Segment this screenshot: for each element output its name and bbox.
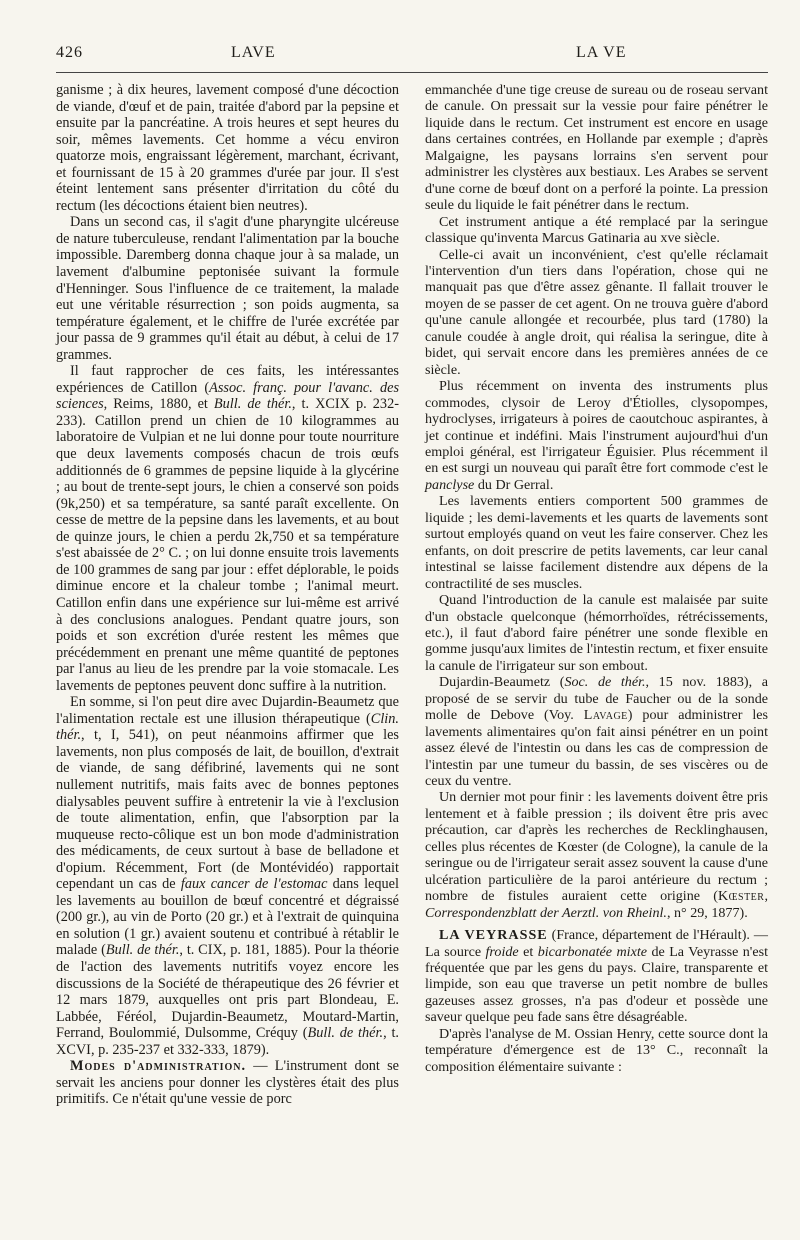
citation: Bull. de thér.	[213, 396, 292, 413]
left-column	[56, 82, 399, 1108]
page-number: 426	[56, 44, 83, 61]
paragraph: D'après l'analyse de M. Ossian Henry, cette source dont la température d'émergence est de 13° C., reconnaît la composition élémentaire suivante :	[425, 1025, 768, 1075]
paragraph: Il faut rapprocher de ces faits, les intéressantes expériences de Catillon (Assoc. franç. pour l'avanc. des sciences, Reims, 1880, et Bull. de thér., t. XCIX p. 232-233). Catillon prend un chien de 10 kilogrammes au laboratoire de Vulpian et ne lui donne pour toute nourriture que deux lavements composés chacun de trois œufs additionnés de 6 grammes de pepsine liquide à la glycérine ; au bout de trente-sept jours, le chien a conservé son poids (9k,250) et sa température, sa santé paraît excellente. On cesse de mettre de la pepsine dans les lavements, et au bout de quinze jours, le chien a perdu 2k,750 et sa température s'est abaissée de 2° C. ; on lui donne ensuite trois lavements de 100 grammes de sang par jour : effet déplorable, le poids diminue encore et la chaleur tombe ; l'animal meurt. Catillon enfin dans une expérience sur lui-même est arrivé à des conclusions analogues. Pendant quatre jours, son poids et son excrétion d'urée restent les mêmes que précédemment en prenant une même quantité de peptones par l'anus au lieu de les prendre par la voie stomacale. Les lavements de peptones peuvent donc suffire à la nutrition.	[56, 363, 400, 694]
paragraph: Dujardin-Beaumetz (Soc. de thér., 15 nov. 1883), a proposé de se servir du tube de Faucher ou de la sonde molle de Debove (Voy. Lavage) pour administrer les lavements alimentaires qu'on fait ainsi pénétrer en un point assez élevé de l'intestin ou dans les cas de compression de l'intestin par une tumeur du bassin, de ses viscères ou de ceux du ventre.	[425, 674, 769, 790]
paragraph: Quand l'introduction de la canule est malaisée par suite d'un obstacle quelconque (hémorrhoïdes, rétrécissements, etc.), il faut d'abord faire pénétrer une sonde flexible en gomme jusqu'aux limites de l'intestin rectum, et fixer ensuite la canule de l'irrigateur sur son embout.	[425, 592, 768, 674]
page-header	[56, 44, 768, 72]
running-head-right: LA VE	[576, 44, 627, 61]
section-heading: Modes d'administration.	[70, 1058, 247, 1075]
paragraph: En somme, si l'on peut dire avec Dujardin-Beaumetz que l'alimentation rectale est une illusion thérapeutique (Clin. thér., t, I, 541), on peut néanmoins affirmer que les lavements, non plus composés de lait, de bouillon, d'extrait de viande, de sang défibriné, lavements qui ne sont nullement nutritifs, mais faits avec de bonnes peptones dialysables peuvent suffire à entretenir la vie à l'exclusion de toute alimentation, enfin, que l'absorption par la muqueuse recto-côlique est un bon mode d'administration des médicaments, de ceux surtout à base de belladone et d'opium. Récemment, Fort (de Montévidéo) rapportait cependant un cas de faux cancer de l'estomac dans lequel les lavements au bouillon de bœuf concentré et dégraissé (200 gr.), au vin de Porto (20 gr.) et à l'extrait de quinquina en solution (1 gr.) avaient soutenu et contribué à rétablir le malade (Bull. de thér., t. CIX, p. 181, 1885). Pour la théorie de l'action des lavements nutritifs voyez encore les discussions de la Société de thérapeutique des 26 février et 12 mars 1879, auxquelles ont pris part Blondeau, E. Labbée, Féréol, Dujardin-Beaumetz, Moutard-Martin, Ferrand, Boulommié, Dulsomme, Créquy (Bull. de thér., t. XCVI, p. 235-237 et 332-333, 1879).	[56, 694, 399, 1058]
emphasis: bicarbonatée mixte	[537, 943, 648, 960]
citation: Correspondenzblatt der Aerztl. von Rheinl.	[425, 904, 667, 921]
citation: Clin. thér.	[56, 710, 399, 744]
paragraph: Dans un second cas, il s'agit d'une pharyngite ulcéreuse de nature tuberculeuse, rendant l'alimentation par la bouche impossible. Daremberg donna chaque jour à sa malade, un lavement d'albumine peptonisée suivant la formule d'Henninger. Sous l'influence de ce traitement, la malade eut une véritable résurrection ; son poids augmenta, sa température également, et le chiffre de l'urée excrétée par jour passa de 9 grammes qu'il était au début, à celui de 17 grammes.	[56, 214, 399, 363]
paragraph: Un dernier mot pour finir : les lavements doivent être pris lentement et à faible pression ; ils doivent être pris avec précaution, car d'après les recherches de Recklinghausen, celles plus récentes de Kœster (de Cologne), la canule de la seringue ou de l'irrigateur serait assez souvent la cause d'une ulcération particulière de la paroi antérieure du rectum ; nombre de fistules auraient cette origine (Kœster, Correspondenzblatt der Aerztl. von Rheinl., n° 29, 1877).	[425, 789, 768, 921]
header-rule	[56, 72, 768, 73]
paragraph: LA VEYRASSE (France, département de l'Hérault). — La source froide et bicarbonatée mixte de La Veyrasse n'est fréquentée que par les gens du pays. Claire, transparente et limpide, son eau que traverse un petit nombre de bulles gazeuses assez grosses, n'a pas d'odeur et possède une saveur quelque peu fade sans être désagréable.	[425, 927, 768, 1026]
paragraph: Modes d'administration. — L'instrument dont se servait les anciens pour donner les clystères était des plus primitifs. Ce n'était qu'une vessie de porc	[56, 1058, 400, 1108]
author-name: Kœster	[717, 888, 765, 905]
paragraph: emmanchée d'une tige creuse de sureau ou de roseau servant de canule. On pressait sur la vessie pour faire pénétrer le liquide dans le rectum. Cet instrument est encore en usage dans certaines contrées, en Hollande par exemple ; d'après Malgaigne, les paysans lorrains s'en servent pour administrer les clystères aux bestiaux. Les Arabes se servent d'une corne de bœuf dont on a perforé la pointe. La pression seule du liquide le fait pénétrer dans le rectum.	[425, 82, 768, 214]
paragraph: Les lavements entiers comportent 500 grammes de liquide ; les demi-lavements et les quarts de lavements sont surtout employés quand on veut les faire conserver. Chez les enfants, on doit prescrire de petits lavements, car leur canal intestinal se laisse facilement distendre aux dépens de la contractilité de ses muscles.	[425, 493, 768, 592]
running-head-left: LAVE	[231, 44, 276, 61]
citation: Bull. de thér.	[105, 942, 180, 959]
citation: faux cancer de l'estomac	[180, 876, 328, 893]
paragraph: ganisme ; à dix heures, lavement composé d'une décoction de viande, d'œuf et de pain, traitée d'abord par la pepsine et ensuite par la pancréatine. A trois heures et sept heures du soir, mêmes lavements. Cet homme a vécu environ quatorze mois, engraissant légèrement, marchant, écrivant, et fournissant de 15 à 20 grammes d'urée par jour. Il s'est éteint lentement sans présenter d'irritation du côté du rectum (les décoctions étaient bien neutres).	[56, 82, 399, 214]
citation: Bull. de thér.	[307, 1025, 384, 1042]
paragraph: Plus récemment on inventa des instruments plus commodes, clysoir de Leroy d'Étiolles, clysopompes, hydroclyses, irrigateurs à poires de caoutchouc aspirantes, à jet continue et indéfini. Mais l'instrument aujourd'hui d'un emploi général, est l'irrigateur Éguisier. Plus récemment il en est surgi un nouveau qui paraît être fort commode c'est le panclyse du Dr Gerral.	[425, 378, 768, 493]
citation: Soc. de thér.	[564, 674, 646, 691]
paragraph: Cet instrument antique a été remplacé par la seringue classique qu'inventa Marcus Gatinaria au xve siècle.	[425, 213, 768, 247]
citation: Assoc. franç. pour l'avanc. des sciences	[56, 379, 400, 413]
emphasis: froide	[485, 943, 519, 960]
paragraph: Celle-ci avait un inconvénient, c'est qu'elle réclamait l'intervention d'un tiers dans l'opération, chose qui ne manquait pas que d'être assez gênante. Il fallait trouver le moyen de se passer de cet agent. On ne trouva guère d'abord qu'une canule allongée et recourbée, plus tard (1780) la canule coudée à angle droit, qui réalisa la seringue, dite à bidet, qui servait encore dans les premières années de ce siècle.	[425, 246, 768, 378]
cross-reference: Lavage	[583, 707, 628, 724]
entry-heading: LA VEYRASSE	[439, 927, 548, 944]
right-column	[425, 82, 768, 1075]
citation: panclyse	[425, 476, 475, 493]
